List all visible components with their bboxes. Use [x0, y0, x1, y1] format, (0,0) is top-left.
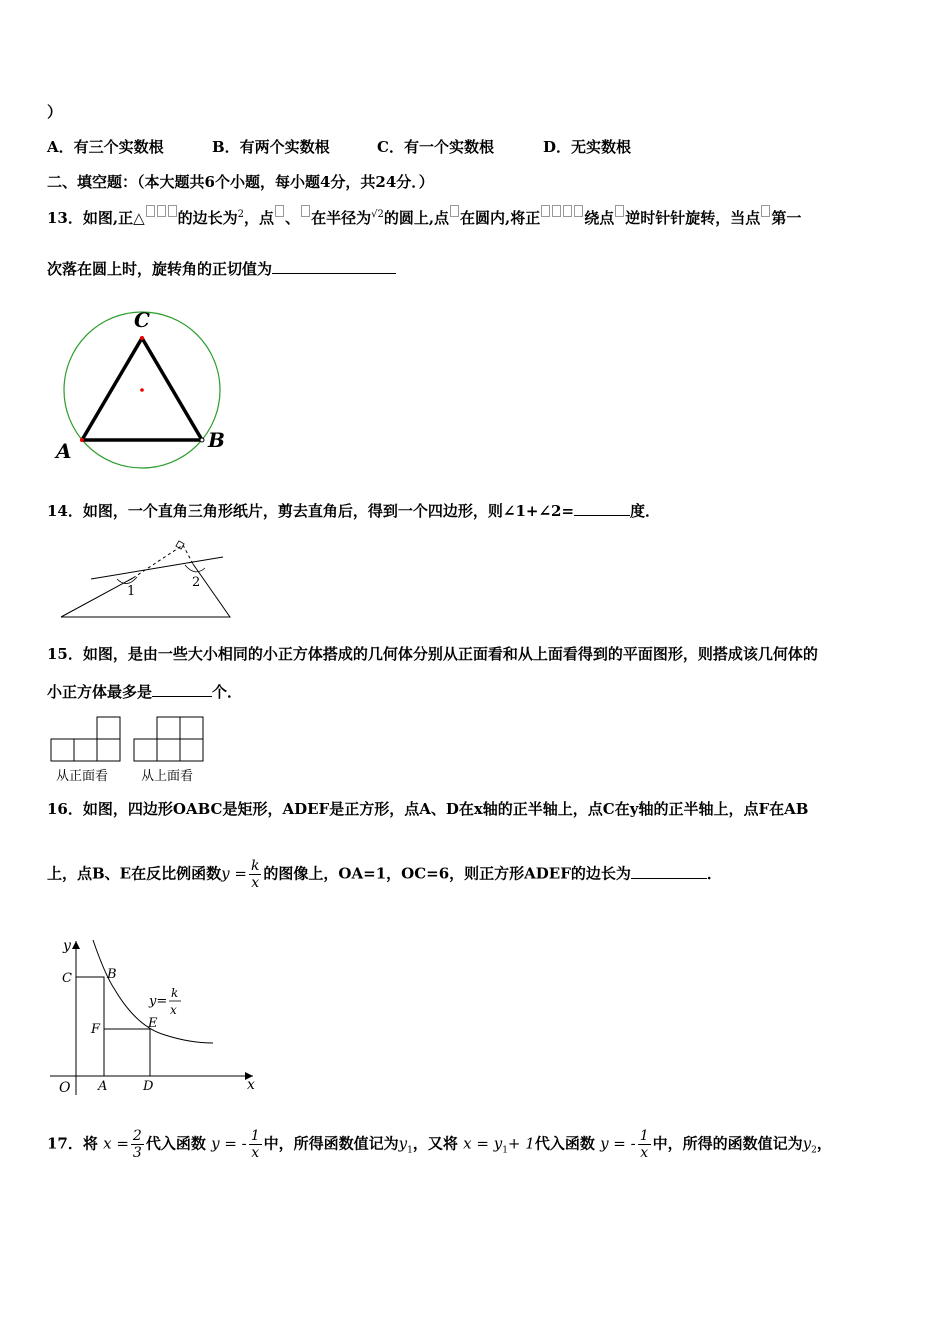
q17-line: 17．将 x = $\frac{2}{3}$ 代入函数 y = - $\frac{1}{x}$ 中，所得函数值记为$y_1$，又将 $x = y_1+ 1$代入函数 y = - $\frac{1}{x}$ 中，所得的函数值记为$y_2$， [47, 1128, 832, 1161]
q15-top-view [133, 716, 205, 764]
label-d: D [143, 1079, 154, 1094]
option-a: A．有三个实数根 [47, 138, 164, 156]
q14-text: 14．如图，一个直角三角形纸片，剪去直角后，得到一个四边形，则∠1+∠2= 度． [47, 502, 661, 520]
section-heading: 二、填空题：（本大题共6个小题，每小题4分，共24分．） [47, 173, 434, 191]
label-b: B [107, 967, 117, 982]
q14-figure [55, 535, 245, 625]
axis-x-label: x [247, 1077, 255, 1093]
q16-figure [45, 935, 265, 1105]
label-b: B [208, 428, 225, 452]
option-d: D．无实数根 [543, 138, 632, 156]
label-f: F [91, 1022, 101, 1037]
answer-blank [152, 682, 212, 697]
axis-y-label: y [63, 938, 71, 954]
q13-line1: 13．如图,正△ 的边长为$^2$，点 、 在半径为$^{√2}$的圆上,点 在圆内,将正 绕点 逆时针针旋转，当点 第一 [47, 205, 801, 228]
answer-blank [631, 864, 707, 879]
option-b: B．有两个实数根 [212, 138, 330, 156]
answer-blank [272, 259, 396, 274]
top-view-caption: 从上面看 [141, 769, 194, 784]
label-a: A [56, 439, 72, 463]
curve-eq-k: k [171, 986, 179, 1000]
label-o: O [59, 1080, 71, 1096]
option-c: C．有一个实数根 [377, 138, 494, 156]
label-e: E [148, 1016, 158, 1031]
label-c: C [62, 971, 72, 986]
q16-line1: 16．如图，四边形OABC是矩形，ADEF是正方形，点A、D在x轴的正半轴上，点C在y轴的正半轴上，点F在AB [47, 800, 809, 818]
answer-blank [574, 501, 630, 516]
angle-1-label: 1 [127, 584, 136, 599]
q15-line2: 小正方体最多是 个． [47, 683, 243, 701]
q15-front-view [50, 716, 122, 764]
label-a: A [98, 1079, 108, 1094]
curve-eq-y: y= [149, 994, 168, 1009]
angle-2-label: 2 [192, 575, 201, 590]
q15-line1: 15．如图，是由一些大小相同的小正方体搭成的几何体分别从正面看和从上面看得到的平面图形，则搭成该几何体的 [47, 645, 818, 663]
front-view-caption: 从正面看 [56, 769, 109, 784]
label-c: C [134, 308, 150, 332]
curve-eq-x: x [170, 1003, 177, 1017]
q13-line2: 次落在圆上时，旋转角的正切值为 [47, 258, 396, 279]
prev-question-paren: ） [47, 103, 63, 121]
q16-line2: 上，点B、E在反比例函数y = $\frac{k}{x}$ 的图像上，OA=1，OC=6，则正方形ADEF的边长为 ． [47, 858, 722, 891]
q13-figure [50, 305, 240, 475]
